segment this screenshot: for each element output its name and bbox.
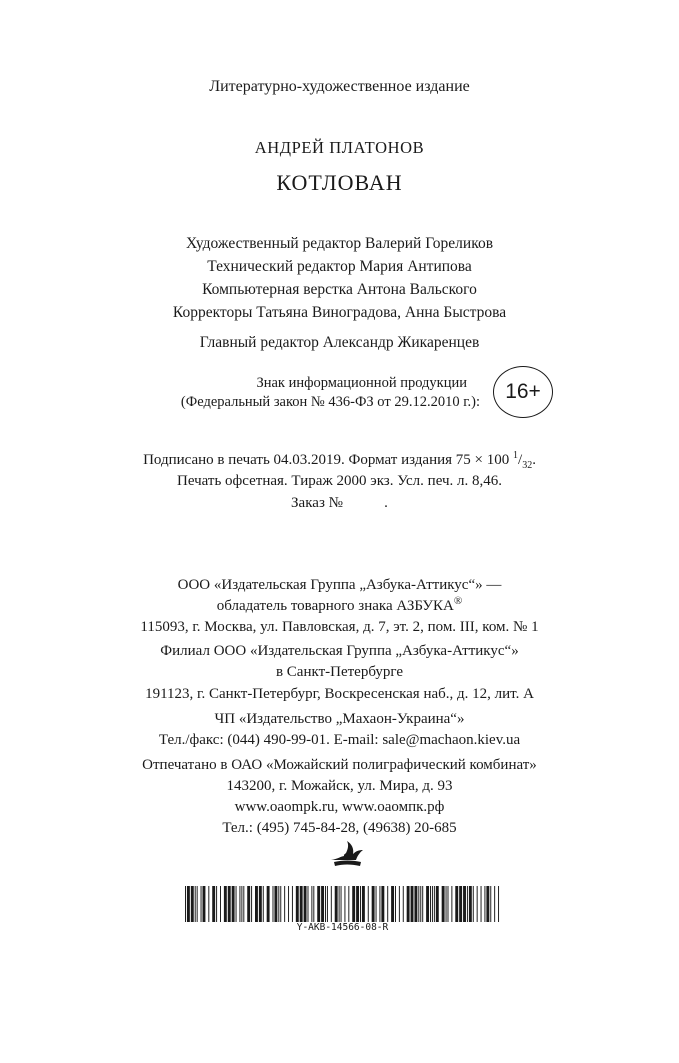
barcode-bar: [411, 886, 414, 922]
barcode-bar: [420, 886, 421, 922]
publisher-name: ООО «Издательская Группа „Азбука-Аттикус“» —: [177, 577, 502, 593]
barcode-bar: [391, 886, 394, 922]
printer-address: 143200, г. Можайск, ул. Мира, д. 93: [226, 778, 453, 794]
barcode-bar: [463, 886, 466, 922]
barcode-bar: [236, 886, 237, 922]
barcode-bar: [356, 886, 359, 922]
barcode-bar: [232, 886, 235, 922]
barcode-bar: [243, 886, 244, 922]
print-signed-suffix: .: [532, 452, 536, 468]
barcode-bar: [387, 886, 388, 922]
barcode-bar: [197, 886, 198, 922]
barcode-bar: [288, 886, 289, 922]
barcode-bar: [311, 886, 312, 922]
barcode-code: Y-AKB-14566-08-R: [296, 922, 389, 933]
barcode-bar: [317, 886, 320, 922]
barcode-bar: [247, 886, 250, 922]
barcode-bar: [469, 886, 472, 922]
registered-mark: ®: [453, 595, 463, 607]
publisher-crown-logo-icon: [329, 838, 365, 870]
barcode-bar: [195, 886, 196, 922]
barcode-bar: [267, 886, 270, 922]
print-signed-text: Подписано в печать 04.03.2019. Формат издания 75 × 100: [143, 452, 514, 468]
barcode-bar: [422, 886, 423, 922]
barcode-bar: [381, 886, 384, 922]
info-sign-text: [150, 374, 480, 412]
barcode-bar: [212, 886, 215, 922]
barcode-bar: [327, 886, 328, 922]
barcode-bar: [304, 886, 307, 922]
ukraine-publisher: ЧП «Издательство „Махаон-Украина“»: [214, 711, 465, 727]
barcode-bar: [376, 886, 377, 922]
barcode-bar: [414, 886, 417, 922]
order-number-line: Заказ № .: [291, 495, 388, 511]
barcode-bar: [344, 886, 345, 922]
credit-art-editor: Художественный редактор Валерий Гореликов: [185, 235, 494, 252]
barcode-bar: [451, 886, 452, 922]
barcode-bar: [251, 886, 252, 922]
barcode-bar: [259, 886, 262, 922]
barcode-bar: [372, 886, 375, 922]
barcode-bar: [274, 886, 277, 922]
info-sign-line-1: Знак информационной продукции: [256, 375, 467, 391]
barcode-bar: [284, 886, 285, 922]
printer-name: Отпечатано в ОАО «Можайский полиграфический комбинат»: [142, 757, 537, 773]
barcode-bar: [278, 886, 279, 922]
barcode-bar: [273, 886, 274, 922]
barcode: [185, 886, 500, 924]
barcode-bar: [436, 886, 439, 922]
barcode-bar: [263, 886, 264, 922]
barcode-bar: [300, 886, 303, 922]
barcode-bar: [379, 886, 380, 922]
barcode-bar: [498, 886, 499, 922]
branch-name: Филиал ООО «Издательская Группа „Азбука-Аттикус“»: [160, 643, 519, 659]
barcode-bar: [185, 886, 186, 922]
barcode-bar: [455, 886, 458, 922]
barcode-bar: [418, 886, 419, 922]
barcode-bar: [473, 886, 474, 922]
barcode-bar: [368, 886, 369, 922]
branch-address: 191123, г. Санкт-Петербург, Воскресенская наб., д. 12, лит. А: [145, 686, 534, 702]
barcode-bar: [459, 886, 462, 922]
print-signed-line: [0, 450, 679, 470]
barcode-bar: [407, 886, 410, 922]
barcode-bar: [208, 886, 209, 922]
publisher-address: 115093, г. Москва, ул. Павловская, д. 7, эт. 2, пом. III, ком. № 1: [140, 619, 539, 635]
barcode-bar: [321, 886, 324, 922]
barcode-bar: [280, 886, 281, 922]
barcode-bar: [203, 886, 206, 922]
barcode-bar: [348, 886, 349, 922]
barcode-bar: [362, 886, 365, 922]
credit-proofreaders: Корректоры Татьяна Виноградова, Анна Быстрова: [172, 304, 507, 321]
barcode-bar: [432, 886, 433, 922]
credit-layout: Компьютерная верстка Антона Вальского: [202, 281, 477, 298]
barcode-bar: [352, 886, 355, 922]
barcode-bar: [434, 886, 435, 922]
barcode-bar: [331, 886, 332, 922]
barcode-bar: [360, 886, 361, 922]
barcode-bar: [201, 886, 202, 922]
barcode-bar: [325, 886, 326, 922]
printer-phones: Тел.: (495) 745-84-28, (49638) 20-685: [222, 820, 457, 836]
barcode-bar: [335, 886, 338, 922]
barcode-bar: [490, 886, 491, 922]
trademark-text: обладатель товарного знака АЗБУКА: [216, 598, 454, 614]
barcode-bar: [224, 886, 227, 922]
barcode-bar: [292, 886, 293, 922]
barcode-bar: [494, 886, 495, 922]
barcode-bar: [187, 886, 190, 922]
barcode-bar: [341, 886, 342, 922]
ukraine-contacts: Тел./факс: (044) 490-99-01. E-mail: sale@machaon.kiev.ua: [158, 732, 521, 748]
barcode-bar: [395, 886, 396, 922]
author-name: АНДРЕЙ ПЛАТОНОВ: [254, 138, 425, 157]
barcode-bar: [313, 886, 314, 922]
print-run-line: Печать офсетная. Тираж 2000 экз. Усл. печ. л. 8,46.: [176, 473, 503, 489]
barcode-bar: [308, 886, 309, 922]
barcode-bar: [481, 886, 482, 922]
barcode-bar: [486, 886, 489, 922]
credit-technical-editor: Технический редактор Мария Антипова: [207, 258, 472, 275]
printer-websites: www.oaompk.ru, www.оаомпк.рф: [234, 799, 445, 815]
barcode-bar: [442, 886, 445, 922]
barcode-bar: [430, 886, 431, 922]
barcode-bar: [239, 886, 240, 922]
barcode-bar: [220, 886, 221, 922]
format-separator: /: [518, 452, 523, 468]
barcode-bar: [191, 886, 194, 922]
barcode-bar: [241, 886, 242, 922]
edition-type: Литературно-художественное издание: [209, 78, 470, 95]
barcode-bar: [484, 886, 485, 922]
barcode-bar: [228, 886, 231, 922]
branch-city: в Санкт-Петербурге: [275, 664, 404, 680]
chief-editor: Главный редактор Александр Жикаренцев: [199, 334, 480, 351]
barcode-bar: [216, 886, 217, 922]
barcode-bar: [339, 886, 340, 922]
trademark-line: [0, 596, 679, 616]
age-rating-badge: 16+: [493, 366, 553, 418]
info-sign-line-2: (Федеральный закон № 436-ФЗ от 29.12.2010 г.):: [180, 394, 480, 410]
barcode-bar: [426, 886, 429, 922]
book-title: КОТЛОВАН: [276, 170, 403, 195]
barcode-bar: [255, 886, 258, 922]
barcode-bar: [446, 886, 447, 922]
barcode-bar: [477, 886, 478, 922]
barcode-bar: [448, 886, 449, 922]
barcode-bar: [296, 886, 299, 922]
format-numerator: 1: [513, 450, 519, 461]
format-denominator: 32: [522, 460, 533, 471]
barcode-bar: [399, 886, 400, 922]
barcode-bar: [403, 886, 404, 922]
barcode-bar: [467, 886, 468, 922]
